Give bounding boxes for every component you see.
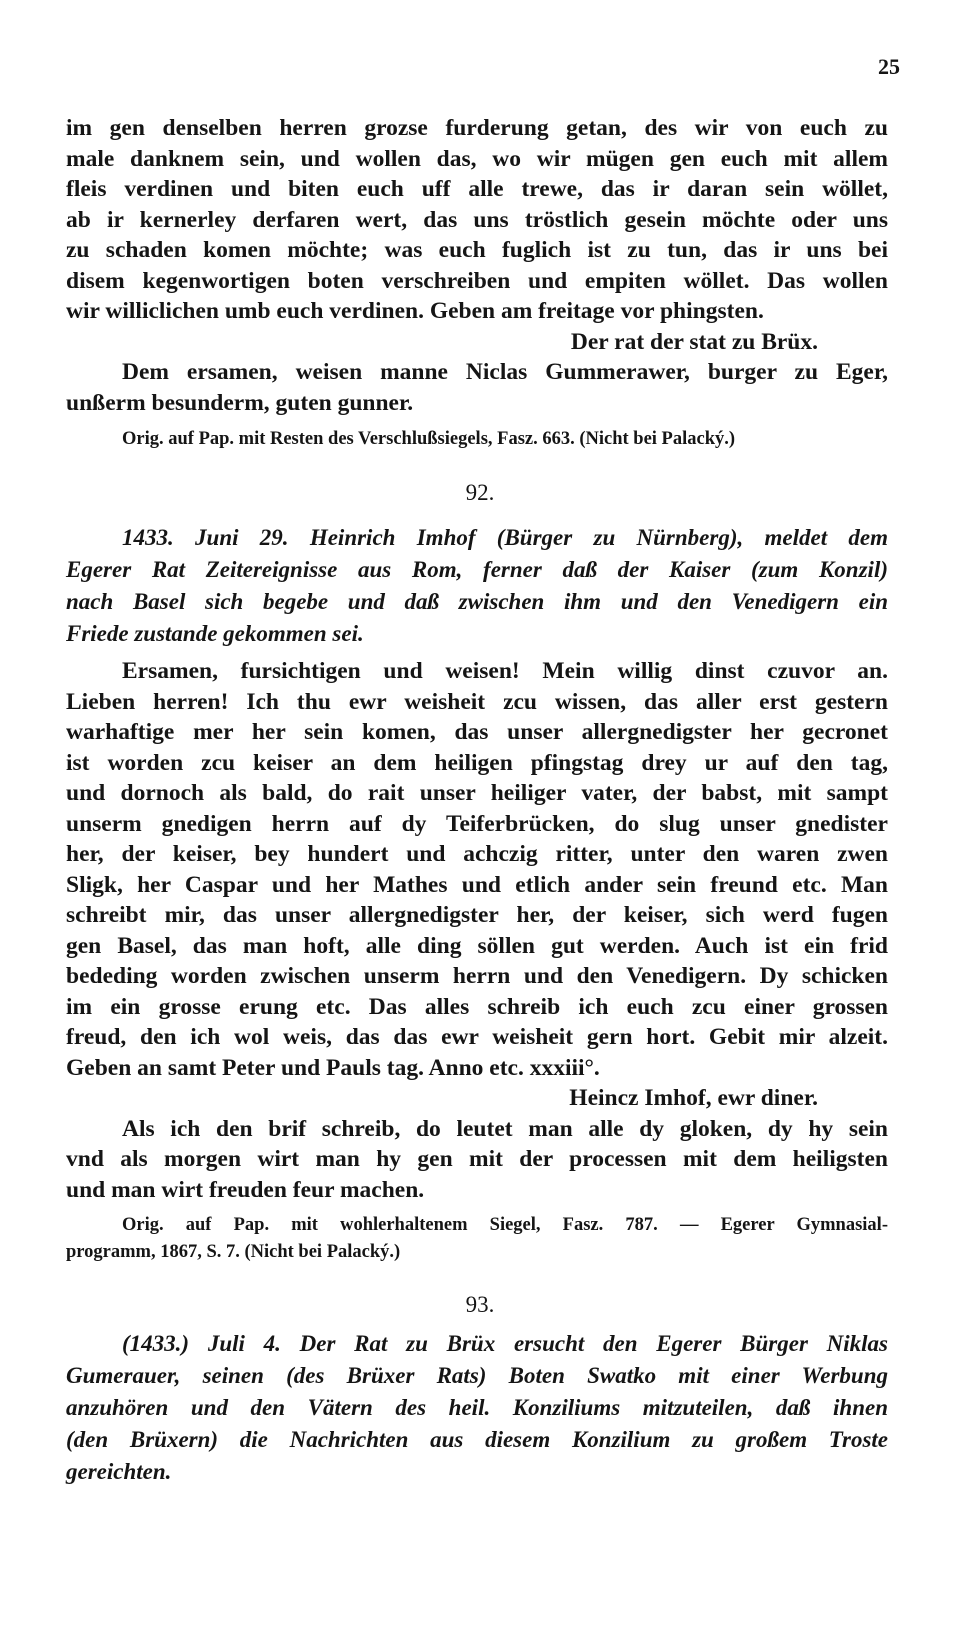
postscript-line: Als ich den brif schreib, do leutet man alle dy gloken, dy hy sein xyxy=(122,1115,888,1142)
document-summary xyxy=(66,522,888,650)
text-line: und dornoch als bald, do rait unser heiliger vater, der babst, mit sampt xyxy=(66,780,888,806)
document-number: 93. xyxy=(465,1292,495,1317)
page-number: 25 xyxy=(878,54,900,79)
text-line: Ersamen, fursichtigen und weisen! Mein willig dinst czuvor an. xyxy=(122,658,888,684)
text-line: wir williclichen umb euch verdinen. Geben am freitage vor phingsten. xyxy=(66,298,764,324)
source-note-block xyxy=(66,1212,888,1266)
text-line: zu schaden komen möchte; was euch fuglich ist zu tun, das ir uns bei xyxy=(66,237,888,263)
postscript-line: und man wirt freuden feur machen. xyxy=(66,1176,425,1203)
summary-line: Egerer Rat Zeitereignisse aus Rom, ferner daß der Kaiser (zum Konzil) xyxy=(66,557,888,582)
source-note: Orig. auf Pap. mit wohlerhaltenem Siegel, Fasz. 787. — Egerer Gymnasial- xyxy=(122,1215,888,1235)
summary-line: Friede zustande gekommen sei. xyxy=(66,621,364,646)
address-line: unßerm besunderm, guten gunner. xyxy=(66,389,414,416)
document-summary xyxy=(66,1328,888,1488)
text-line: fleis verdinen und biten euch uff alle trewe, das ir daran sein wöllet, xyxy=(66,176,888,202)
text-line: schreibt mir, das unser allergnedigster her, der keiser, sich werd fugen xyxy=(66,902,888,928)
summary-line: 1433. Juni 29. Heinrich Imhof (Bürger zu Nürnberg), meldet dem xyxy=(122,525,888,550)
summary-line: nach Basel sich begebe und daß zwischen ihm und den Venedigern ein xyxy=(66,589,888,614)
signature: Der rat der stat zu Brüx. xyxy=(570,328,818,355)
text-line: bededing worden zwischen unserm herrn und den Venedigern. Dy schicken xyxy=(66,963,888,989)
postscript-line: vnd als morgen wirt man hy gen mit der processen mit dem heiligsten xyxy=(66,1146,888,1172)
text-line: Sligk, her Caspar und her Mathes und etlich ander sein freund etc. Man xyxy=(66,871,888,898)
text-line: gen Basel, das man hoft, alle ding söllen gut werden. Auch ist ein frid xyxy=(66,932,888,959)
text-line: unserm gnedigen herrn auf dy Teiferbrücken, do slug unser gnedister xyxy=(66,810,888,837)
text-line: Lieben herren! Ich thu ewr weisheit zcu wissen, das aller erst gestern xyxy=(66,688,888,715)
text-line: her, der keiser, bey hundert und achczig ritter, unter den waren zwen xyxy=(66,841,888,867)
text-line: warhaftige mer her sein komen, das unser allergnedigster her gecronet xyxy=(66,719,888,745)
signature: Heincz Imhof, ewr diner. xyxy=(569,1085,818,1111)
source-note: programm, 1867, S. 7. (Nicht bei Palacký.) xyxy=(66,1242,401,1262)
document-number: 92. xyxy=(465,480,495,505)
text-line: ist worden zcu keiser an dem heiligen pfingstag drey ur auf den tag, xyxy=(66,749,888,776)
summary-line: (1433.) Juli 4. Der Rat zu Brüx ersucht den Egerer Bürger Niklas xyxy=(122,1331,888,1356)
text-line: im ein grosse erung etc. Das alles schreib ich euch zcu einer grossen xyxy=(66,993,888,1020)
summary-line: anzuhören und den Vätern des heil. Konziliums mitzuteilen, daß ihnen xyxy=(66,1395,888,1420)
text-line: disem kegenwortigen boten verschreiben und empiten wöllet. Das wollen xyxy=(66,267,888,294)
address-line: Dem ersamen, weisen manne Niclas Gummerawer, burger zu Eger, xyxy=(122,359,888,385)
text-line: freud, den ich wol weis, das das ewr weisheit gern hort. Gebit mir alzeit. xyxy=(66,1024,888,1050)
letter-body xyxy=(66,656,888,1205)
summary-line: Gumerauer, seinen (des Brüxer Rats) Boten Swatko mit einer Werbung xyxy=(66,1363,888,1388)
text-line: Geben an samt Peter und Pauls tag. Anno etc. xxxiii°. xyxy=(66,1054,600,1081)
summary-line: (den Brüxern) die Nachrichten aus diesem Konzilium zu großem Troste xyxy=(66,1427,888,1452)
text-line: male danknem sein, und wollen das, wo wir mügen gen euch mit allem xyxy=(66,145,888,172)
text-line: im gen denselben herren grozse furderung getan, des wir von euch zu xyxy=(66,115,888,141)
text-line: ab ir kernerley derfaren wert, das uns tröstlich gesein möchte oder uns xyxy=(66,206,888,233)
letter-continuation xyxy=(66,113,888,453)
summary-line: gereichten. xyxy=(66,1459,172,1484)
source-note: Orig. auf Pap. mit Resten des Verschlußsiegels, Fasz. 663. (Nicht bei Palacký.) xyxy=(122,429,736,449)
